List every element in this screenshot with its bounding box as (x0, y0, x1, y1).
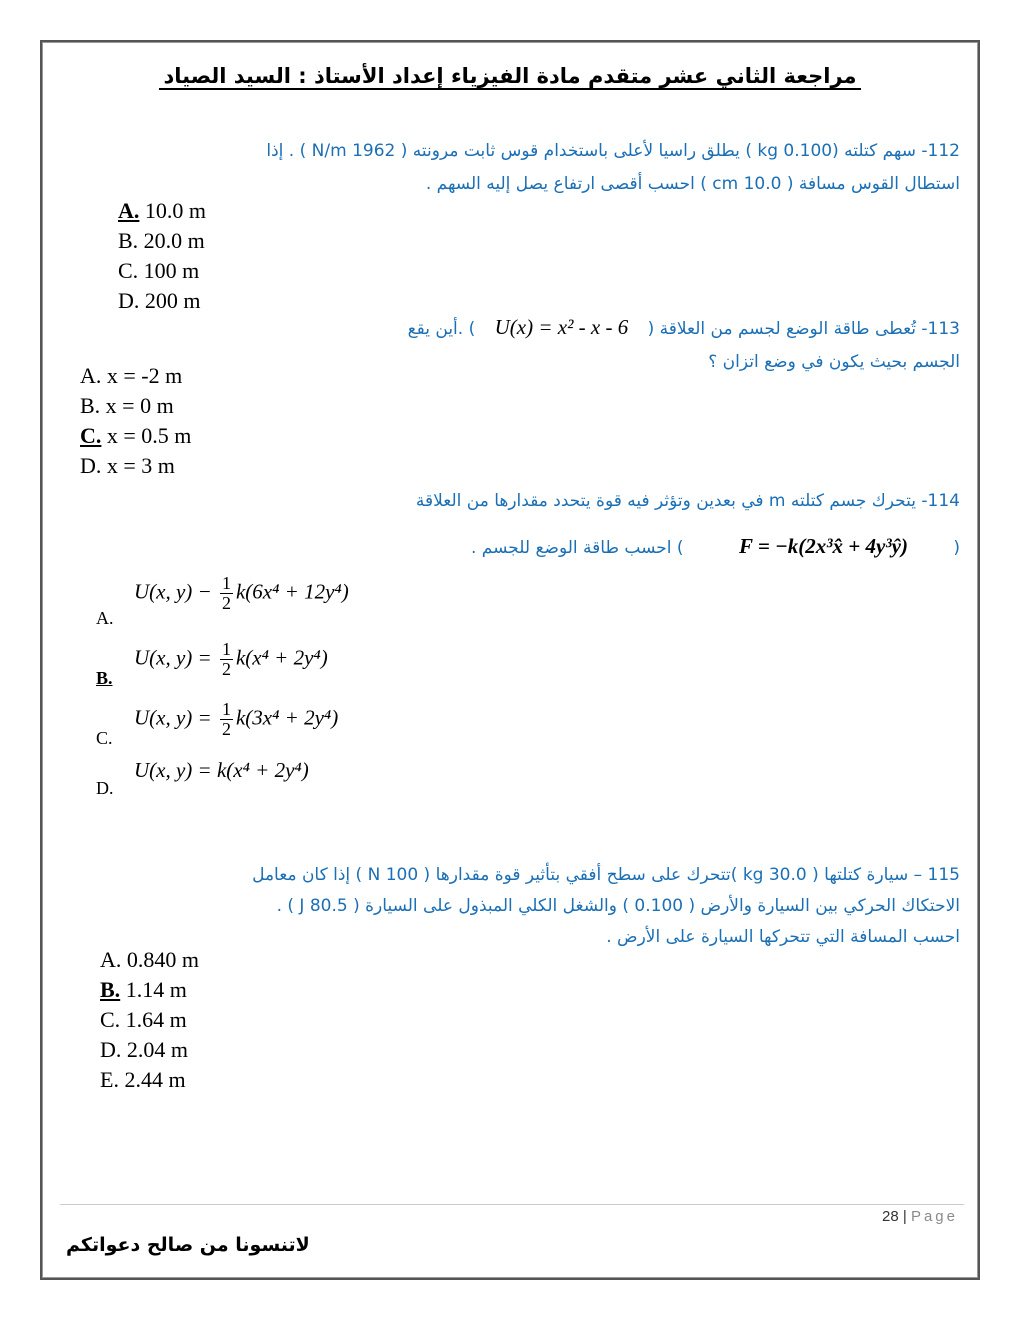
header-title: مراجعة الثاني عشر متقدم مادة الفيزياء إعداد الأستاذ : السيد الصياد (159, 64, 860, 90)
q112-option-a[interactable]: A. 10.0 m (118, 198, 207, 223)
q112-line1: 112- سهم كتلته (0.100 kg ) يطلق راسيا لأعلى باستخدام قوس ثابت مرونته ( 1962 N/m ) . إذا (266, 141, 960, 161)
question-114 (80, 486, 960, 564)
q114-formula-c: U(x, y) = $\frac{1}{2}$ k(3x⁴ + 2y⁴) (134, 699, 339, 739)
q115-option-c[interactable]: C. 1.64 m (100, 1007, 187, 1032)
q114-option-d[interactable]: D. (96, 778, 114, 798)
question-115 (80, 860, 960, 953)
q113-option-a[interactable]: A. x = -2 m (80, 363, 183, 388)
q112-option-d[interactable]: D. 200 m (118, 288, 201, 313)
question-112 (80, 136, 960, 200)
q113-option-b[interactable]: B. x = 0 m (80, 393, 174, 418)
q113-option-d[interactable]: D. x = 3 m (80, 453, 175, 478)
footer-divider (60, 1204, 964, 1205)
q115-option-b[interactable]: B. 1.14 m (100, 977, 187, 1002)
q114-formula-a: U(x, y) − $\frac{1}{2}$ k(6x⁴ + 12y⁴) (134, 573, 349, 613)
q115-line3: احسب المسافة التي تتحركها السيارة على الأرض . (606, 927, 960, 947)
q113-line1: 113- تُعطى طاقة الوضع لجسم من العلاقة ( U(x) = x² - x - 6 ) .أين يقع (407, 315, 960, 339)
q115-options (100, 945, 199, 1095)
q114-option-c[interactable]: C. (96, 728, 113, 748)
fraction-half: $\frac{1}{2}$ (221, 573, 231, 613)
q114-option-b[interactable]: B. (96, 668, 113, 688)
footer-motto: لاتنسونا من صالح دعواتكم (66, 1234, 310, 1256)
q114-force-formula: F = −k(2x³x̂ + 4y³ŷ) (738, 534, 908, 558)
q113-formula: U(x) = x² - x - 6 (494, 315, 629, 339)
q114-formula-d: U(x, y) = k(x⁴ + 2y⁴) (134, 758, 309, 782)
q114-line1: 114- يتحرك جسم كتلته m في بعدين وتؤثر فيه قوة يتحدد مقدارها من العلاقة (415, 491, 960, 511)
q115-option-a[interactable]: A. 0.840 m (100, 947, 199, 972)
page-header (0, 64, 1020, 88)
q114-line2: ( F = −k(2x³x̂ + 4y³ŷ) ) احسب طاقة الوضع للجسم . (471, 534, 960, 558)
q114-option-a[interactable]: A. (96, 608, 114, 628)
q113-option-c[interactable]: C. x = 0.5 m (80, 423, 192, 448)
q115-line2: الاحتكاك الحركي بين السيارة والأرض ( 0.100 ) والشغل الكلي المبذول على السيارة ( 80.5 J ) . (276, 896, 960, 916)
q112-options (118, 196, 206, 316)
question-113 (260, 312, 960, 378)
page-number: 28 | Page (882, 1208, 958, 1225)
q113-line2: الجسم بحيث يكون في وضع اتزان ؟ (708, 352, 960, 372)
q115-line1: 115 – سيارة كتلتها ( 30.0 kg )تتحرك على سطح أفقي بتأثير قوة مقدارها ( 100 N ) إذا كان معامل (252, 865, 960, 885)
q115-option-e[interactable]: E. 2.44 m (100, 1067, 186, 1092)
q114-formula-b: U(x, y) = $\frac{1}{2}$ k(x⁴ + 2y⁴) (134, 639, 328, 679)
q112-option-b[interactable]: B. 20.0 m (118, 228, 205, 253)
q112-option-c[interactable]: C. 100 m (118, 258, 200, 283)
fraction-half: $\frac{1}{2}$ (221, 639, 231, 679)
q112-line2: استطال القوس مسافة ( 10.0 cm ) احسب أقصى ارتفاع يصل إليه السهم . (425, 174, 960, 194)
q113-options (80, 361, 191, 481)
fraction-half: $\frac{1}{2}$ (221, 699, 231, 739)
q115-option-d[interactable]: D. 2.04 m (100, 1037, 188, 1062)
